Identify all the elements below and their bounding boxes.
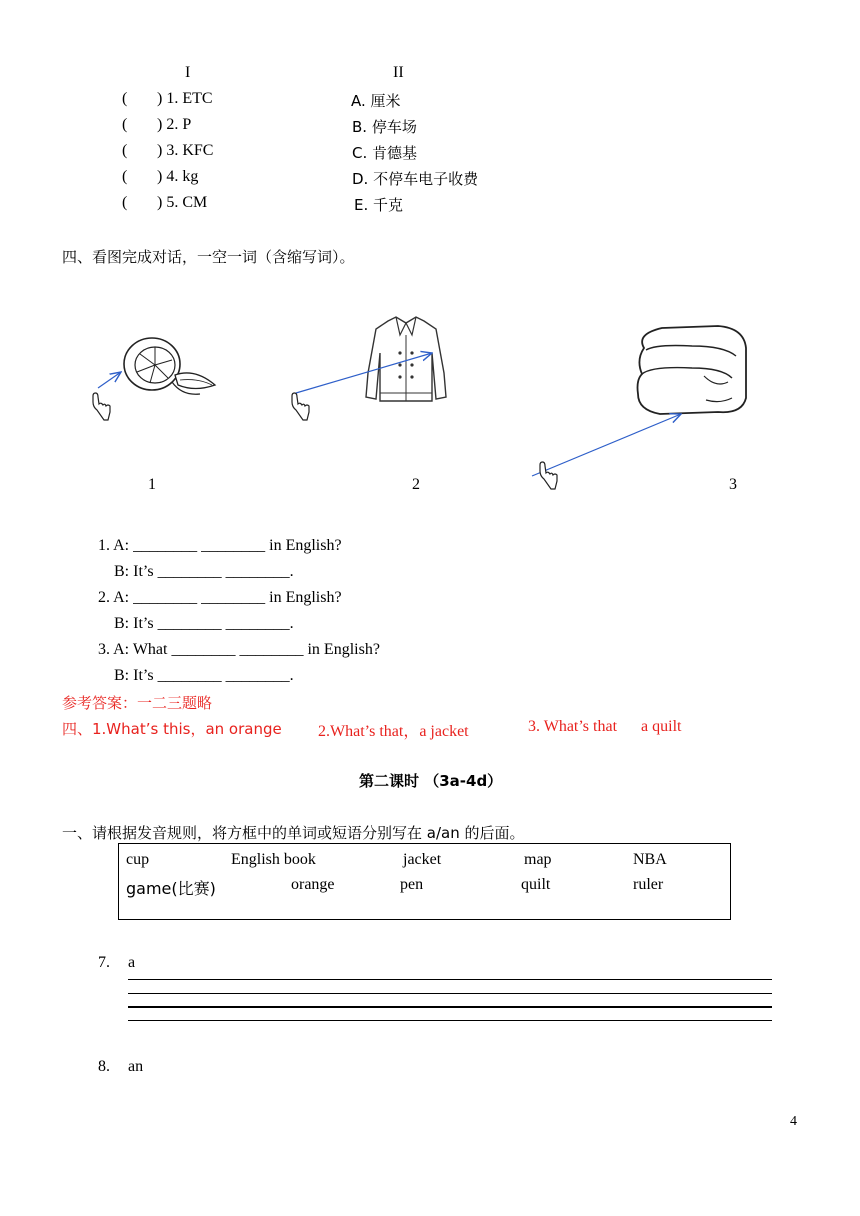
matching-item-right: E. 千克 xyxy=(354,196,404,214)
word-item: NBA xyxy=(633,851,667,868)
matching-item-left: ) 3. KFC xyxy=(157,142,214,159)
arrow-2 xyxy=(296,353,432,393)
word-item: jacket xyxy=(403,851,442,868)
matching-item-right: C. 肯德基 xyxy=(352,144,418,162)
item-number: 8. xyxy=(98,1058,110,1075)
dialog-line: B: It’s ________ ________. xyxy=(114,615,294,632)
hand-pointer-icon xyxy=(93,393,110,420)
answer-part-2: 2.What’s that，a jacket xyxy=(318,723,469,740)
answer-line[interactable] xyxy=(128,1006,772,1008)
column-header-2: II xyxy=(393,64,404,81)
item-article: an xyxy=(128,1058,144,1075)
answer-paren[interactable]: ( xyxy=(122,90,128,107)
matching-item-left: ) 5. CM xyxy=(157,194,208,211)
dialog-line: 2. A: ________ ________ in English? xyxy=(98,589,342,606)
picture-number: 1 xyxy=(148,476,156,493)
answer-line[interactable] xyxy=(128,979,772,980)
hand-pointer-icon xyxy=(292,393,309,420)
answer-part-3: 3. What’s that a quilt xyxy=(528,718,682,735)
matching-item-right: D. 不停车电子收费 xyxy=(352,170,479,188)
matching-item-left: ) 4. kg xyxy=(157,168,199,185)
lesson-title: 第二课时 （3a-4d） xyxy=(359,772,503,790)
answer-part-1: 四、1.What’s this，an orange xyxy=(62,720,282,738)
matching-item-left: ) 2. P xyxy=(157,116,192,133)
answer-line[interactable] xyxy=(128,1020,772,1021)
arrow-3 xyxy=(532,414,681,476)
pointer-arrows xyxy=(0,0,860,520)
item-article: a xyxy=(128,954,136,971)
word-item: quilt xyxy=(521,876,551,893)
dialog-line: 3. A: What ________ ________ in English? xyxy=(98,641,380,658)
dialog-line: 1. A: ________ ________ in English? xyxy=(98,537,342,554)
exercise-instruction: 一、请根据发音规则，将方框中的单词或短语分别写在 a/an 的后面。 xyxy=(62,824,525,842)
word-item: pen xyxy=(400,876,424,893)
word-item: game(比赛) xyxy=(126,879,216,898)
word-item: English book xyxy=(231,851,316,868)
matching-item-right: A. 厘米 xyxy=(351,92,401,110)
matching-item-right: B. 停车场 xyxy=(352,118,417,136)
answer-paren[interactable]: ( xyxy=(122,142,128,159)
answer-paren[interactable]: ( xyxy=(122,194,128,211)
word-item: orange xyxy=(291,876,335,893)
dialog-line: B: It’s ________ ________. xyxy=(114,563,294,580)
word-item: ruler xyxy=(633,876,664,893)
arrow-1 xyxy=(98,372,121,388)
section-heading: 四、看图完成对话，一空一词（含缩写词）。 xyxy=(62,248,355,266)
answer-line[interactable] xyxy=(128,993,772,994)
answer-key-heading: 参考答案：一二三题略 xyxy=(62,694,213,712)
dialog-line: B: It’s ________ ________. xyxy=(114,667,294,684)
word-item: cup xyxy=(126,851,150,868)
picture-number: 3 xyxy=(729,476,737,493)
answer-paren[interactable]: ( xyxy=(122,116,128,133)
item-number: 7. xyxy=(98,954,110,971)
picture-number: 2 xyxy=(412,476,420,493)
column-header-1: I xyxy=(185,64,191,81)
matching-item-left: ) 1. ETC xyxy=(157,90,213,107)
word-item: map xyxy=(524,851,552,868)
answer-key-line xyxy=(62,718,282,739)
answer-paren[interactable]: ( xyxy=(122,168,128,185)
page-number: 4 xyxy=(790,1114,797,1129)
